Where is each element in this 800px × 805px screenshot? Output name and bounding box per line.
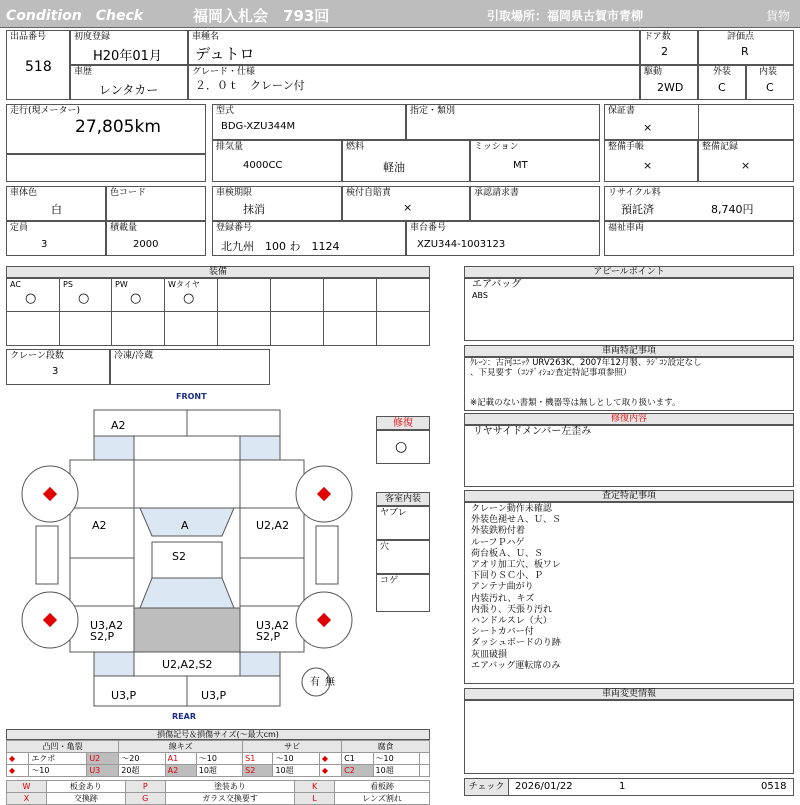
equip-ac (6, 278, 60, 312)
mileage-extra-box (6, 154, 206, 182)
manual: × (643, 159, 653, 172)
recycle-label: リサイクル料 (608, 188, 661, 198)
equip-empty (217, 311, 271, 346)
mileage: 27,805km (75, 117, 161, 137)
mileage-label: 走行(現メーター) (10, 106, 81, 116)
legend-damage (6, 740, 430, 805)
mission-box (470, 140, 600, 182)
legend-cell: 10超 (273, 765, 319, 777)
chassis: XZU344-1003123 (417, 239, 506, 250)
welfare-box (604, 221, 794, 256)
model-label: 型式 (216, 106, 235, 116)
equip-empty (323, 311, 377, 346)
equip-empty (164, 311, 218, 346)
lot-box (6, 30, 70, 100)
inspection: 抹消 (243, 203, 265, 216)
mission-label: ミッション (474, 142, 519, 152)
legend-code-desc: ガラス交換要す (165, 793, 294, 805)
equip-ps-mark: ○ (78, 291, 90, 306)
assessment-line: 灰皿破損 (471, 649, 508, 660)
mark-bottom-left: U3,P (111, 689, 137, 702)
mark-tail: U2,A2,S2 (162, 658, 213, 671)
assessment-line: 外装色褪せＡ、Ｕ、Ｓ (471, 515, 562, 526)
inspection-box (212, 186, 342, 221)
score-label: 評価点 (727, 32, 755, 42)
mark-roof: A (181, 519, 189, 532)
car-name-box (188, 30, 640, 65)
repair-mark: ○ (395, 439, 408, 455)
ext-box (698, 65, 746, 100)
assessment-header: 査定特記事項 (464, 490, 794, 502)
legend-code: L (295, 793, 335, 805)
int: C (766, 81, 774, 94)
color: 白 (51, 203, 62, 216)
check-date: 2026/01/22 (515, 781, 573, 792)
mark-rear-left: U3,A2 S2,P (90, 619, 124, 643)
legend-group: サビ (243, 741, 342, 753)
rear-label: REAR (172, 712, 196, 721)
regno: 北九州 100 わ 1124 (221, 240, 340, 253)
welfare-label: 福祉車両 (608, 223, 645, 233)
equip-ps (59, 278, 112, 312)
mileage-box (6, 104, 206, 154)
equip-ac-mark: ○ (25, 291, 37, 306)
repair-header: 修復 (376, 416, 430, 430)
legend-group: 腐食 (342, 741, 430, 753)
equip-wtire-mark: ○ (183, 291, 195, 306)
freezer-label: 冷凍/冷蔵 (114, 351, 154, 361)
equip-pw-label: PW (115, 280, 128, 289)
equip-empty (111, 311, 165, 346)
equip-empty (270, 278, 324, 312)
grade: ２．０ｔ クレーン付 (195, 79, 305, 92)
appeal-header: アピールポイント (464, 266, 794, 278)
legend-cell: ～10 (273, 753, 319, 765)
legend-cell: C2 (342, 765, 373, 777)
mark-right-door: U2,A2 (256, 519, 290, 532)
diamond-icon: ◆ (319, 765, 341, 777)
equip-ps-label: PS (63, 280, 73, 289)
displacement: 4000CC (243, 160, 283, 171)
legend-code: K (295, 781, 335, 793)
displacement-box (212, 140, 342, 182)
assessment-box (464, 502, 794, 684)
legend-cell: C1 (342, 753, 373, 765)
spare-yes: 有 (310, 677, 320, 688)
record-label: 整備記録 (702, 142, 739, 152)
equip-empty (6, 311, 60, 346)
record-box (698, 140, 794, 182)
cabin-header: 客室内装 (376, 492, 430, 506)
equip-empty (376, 311, 430, 346)
equip-empty (217, 278, 271, 312)
designation-label: 指定・類別 (410, 106, 456, 116)
legend-code-desc: 交換跡 (47, 793, 126, 805)
cabin-hole-label: 穴 (380, 542, 390, 552)
special-box (464, 357, 794, 411)
crane: 3 (52, 366, 59, 377)
special-line: 、下見要す（ｺﾝﾃﾞｨｼｮﾝ査定特記事項参照） (470, 368, 632, 378)
change-box (464, 700, 794, 774)
assessment-line: シートカバー付 (471, 627, 534, 638)
load: 2000 (133, 239, 159, 250)
inspection-label: 車検期限 (216, 188, 253, 198)
lot-number: 518 (25, 59, 52, 75)
drive-label: 駆動 (644, 67, 663, 77)
int-label: 内装 (759, 67, 778, 77)
legend-code: G (125, 793, 165, 805)
legend-cell: 10超 (373, 765, 419, 777)
diamond-icon: ◆ (7, 753, 29, 765)
approval-label: 承認請求書 (474, 188, 520, 198)
spare-no: 無 (325, 677, 335, 688)
regno-box (212, 221, 406, 256)
mark-front-top: A2 (111, 419, 126, 432)
assessment-line: 内装汚れ、キズ (471, 593, 535, 604)
mark-floor: S2 (172, 550, 186, 563)
mark-left-door: A2 (92, 519, 107, 532)
score-box (698, 30, 794, 65)
insurance-box (342, 186, 470, 221)
fuel-label: 燃料 (346, 142, 365, 152)
category: 貨物 (766, 9, 791, 23)
mark-bottom-right: U3,P (201, 689, 227, 702)
footer-lot: 0518 (761, 781, 787, 792)
assessment-line: 荷台板Ａ、Ｕ、Ｓ (471, 548, 544, 559)
recycle-status: 預託済 (621, 203, 654, 216)
approval-box (470, 186, 600, 221)
assessment-line: 内張り、天張り汚れ (471, 604, 553, 615)
legend-cell: 10超 (196, 765, 242, 777)
equip-pw-mark: ○ (130, 291, 142, 306)
footer-box (464, 778, 794, 796)
score: R (741, 45, 749, 58)
legend-cell: ～10 (373, 753, 419, 765)
cabin-hole (376, 540, 430, 574)
special-line: ｸﾚｰﾝ：古河ﾕﾆｯｸ URV263K、2007年12月製、ﾗｼﾞｺﾝ設定なし (470, 358, 702, 368)
mark-rear-right: U3,A2 S2,P (256, 619, 290, 643)
crane-box (6, 349, 110, 385)
special-line: ※記載のない書類・機器等は無しとして取り扱います。 (470, 398, 681, 408)
regno-label: 登録番号 (216, 223, 253, 233)
warranty-label: 保証書 (608, 106, 636, 116)
first-reg-box (70, 30, 188, 65)
pickup-location: 引取場所：福岡県古賀市青柳 (487, 9, 644, 23)
repair-detail-box (464, 425, 794, 487)
recycle-box (604, 186, 794, 221)
record: × (741, 159, 751, 172)
change-header: 車両変更情報 (464, 688, 794, 700)
assessment-line: ダッシュボードのり跡 (471, 638, 561, 649)
check-label: チェック (465, 779, 509, 795)
name-label: 車種名 (192, 32, 220, 42)
top-bar (0, 0, 800, 28)
warranty-extra (698, 104, 794, 140)
equip-empty (270, 311, 324, 346)
colorcode-box (106, 186, 206, 221)
legend-cell: A2 (165, 765, 196, 777)
doors-label: ドア数 (644, 32, 671, 42)
int-box (746, 65, 794, 100)
legend-group: 線キズ (119, 741, 243, 753)
history: レンタカー (99, 83, 159, 97)
recycle-amount: 8,740円 (711, 203, 754, 216)
legend-cell: ～20 (119, 753, 165, 765)
special-header: 車両特記事項 (464, 345, 794, 357)
auction-name: 福岡入札会 793回 (193, 7, 330, 25)
check-count: 1 (619, 781, 626, 792)
chassis-label: 車台番号 (410, 223, 447, 233)
legend-code: X (7, 793, 47, 805)
insurance: × (403, 201, 413, 214)
cabin-burn (376, 574, 430, 612)
history-box (70, 65, 188, 100)
assessment-line: 下回りＳＣ小、Ｐ (471, 571, 544, 582)
equip-wtire (164, 278, 218, 312)
doors: 2 (661, 45, 668, 58)
assessment-line: アンテナ曲がり (471, 582, 534, 593)
legend-cell: A1 (165, 753, 196, 765)
load-label: 積載量 (110, 223, 138, 233)
appeal-line: ABS (472, 291, 488, 300)
fuel-box (342, 140, 470, 182)
color-label: 車体色 (10, 188, 38, 198)
legend-code-desc: 塗装あり (165, 781, 294, 793)
assessment-line: 外装鉄粉付着 (471, 526, 526, 537)
equip-empty (59, 311, 112, 346)
front-label: FRONT (176, 392, 207, 401)
grade-label: グレード・仕様 (192, 67, 256, 77)
equip-empty (376, 278, 430, 312)
displacement-label: 排気量 (216, 142, 244, 152)
load-box (106, 221, 206, 256)
legend-cell: S1 (243, 753, 273, 765)
legend-code-desc: 看板跡 (335, 781, 430, 793)
equip-wtire-label: Wタイヤ (168, 280, 200, 289)
assessment-line: エアバッグ運転席のみ (471, 660, 561, 671)
legend-cell: U3 (87, 765, 119, 777)
capacity: 3 (41, 239, 48, 250)
equip-pw (111, 278, 165, 312)
equip-empty (323, 278, 377, 312)
equipment-grid (6, 278, 430, 346)
equipment-header: 装備 (6, 266, 430, 278)
sheet-title: Condition Check (6, 8, 144, 24)
equip-ac-label: AC (10, 280, 21, 289)
ext: C (718, 81, 726, 94)
assessment-line: アオリ加工穴、板ワレ (471, 560, 561, 570)
history-label: 車歴 (74, 67, 93, 77)
fuel: 軽油 (383, 161, 405, 174)
legend-code: W (7, 781, 47, 793)
manual-label: 整備手帳 (608, 142, 645, 152)
diamond-icon: ◆ (319, 753, 341, 765)
diamond-icon: ◆ (7, 765, 29, 777)
legend-cell: 20超 (119, 765, 165, 777)
repair-box (376, 430, 430, 464)
doors-box (640, 30, 698, 65)
repair-detail-header: 修復内容 (464, 413, 794, 425)
model-box (212, 104, 406, 140)
capacity-box (6, 221, 106, 256)
mission: MT (513, 160, 528, 171)
ext-label: 外装 (713, 67, 732, 77)
manual-box (604, 140, 698, 182)
assessment-line: ハンドルスレ（大） (471, 616, 552, 626)
appeal-box (464, 278, 794, 341)
assessment-line: ルーフＰハゲ (471, 537, 525, 548)
legend-cell: ～10 (29, 765, 87, 777)
capacity-label: 定員 (10, 223, 29, 233)
legend-group: 凸凹・亀裂 (7, 741, 119, 753)
warranty: × (643, 121, 653, 134)
designation-box (406, 104, 600, 140)
legend-header: 損傷記号＆損傷サイズ(～最大cm) (6, 729, 430, 740)
repair-detail-line: リヤサイドメンバー左歪み (473, 426, 592, 437)
legend-cell: ～10 (196, 753, 242, 765)
cabin-tear-label: ヤブレ (380, 508, 407, 518)
insurance-label: 検付自賠責 (346, 188, 392, 198)
lot-label: 出品番号 (10, 32, 47, 42)
crane-label: クレーン段数 (10, 351, 64, 361)
cabin-burn-label: コゲ (380, 576, 399, 586)
legend-cell: S2 (243, 765, 273, 777)
grade-box (188, 65, 640, 100)
chassis-box (406, 221, 600, 256)
legend-code-desc: 板金あり (47, 781, 126, 793)
legend-cell: U2 (87, 753, 119, 765)
freezer-box (110, 349, 270, 385)
legend-code-desc: レンズ割れ (335, 793, 430, 805)
assessment-line: クレーン動作未確認 (471, 504, 552, 514)
cabin-tear (376, 506, 430, 540)
legend-code: P (125, 781, 165, 793)
legend-cell: エクボ (29, 753, 87, 765)
drive-box (640, 65, 698, 100)
color-box (6, 186, 106, 221)
first-reg-label: 初度登録 (74, 32, 111, 42)
drive: 2WD (657, 81, 684, 94)
model: BDG-XZU344M (221, 121, 296, 132)
car-name: デュトロ (195, 45, 255, 63)
first-reg: H20年01月 (93, 49, 162, 64)
colorcode-label: 色コード (110, 188, 147, 198)
appeal-line: エアバッグ (472, 279, 522, 290)
